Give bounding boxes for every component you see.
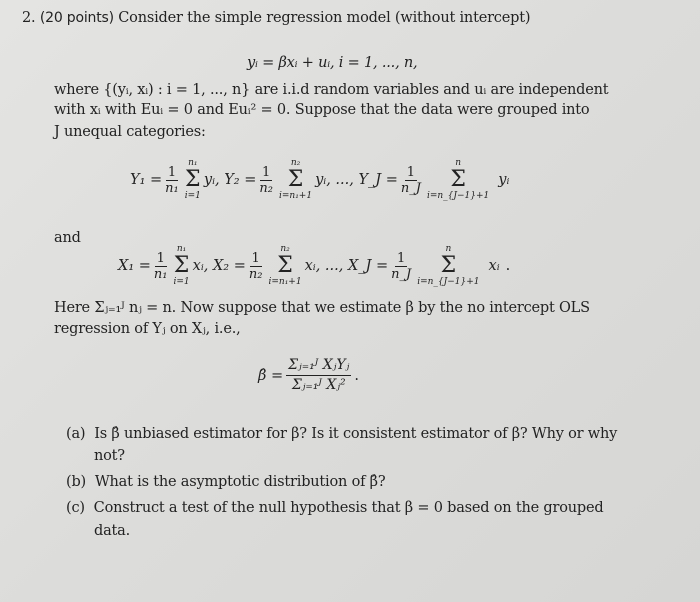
sum-lower: i=1 <box>173 277 190 287</box>
problem-intro: Consider the simple regression model (without intercept) <box>118 10 531 26</box>
sum-upper: n <box>445 244 452 254</box>
sum-symbol: n₁ Σ i=1 <box>173 244 190 287</box>
group-means-x-equation <box>118 244 510 288</box>
frac-num: 1 <box>262 164 271 180</box>
part-label: (b) <box>66 474 86 490</box>
sum-symbol: n Σ i=n_{J−1}+1 <box>426 158 490 201</box>
beta-hat-equation <box>258 356 359 395</box>
sum-lower: i=n_{J−1}+1 <box>426 191 490 201</box>
sum-upper: n₂ <box>290 158 301 168</box>
part-a <box>66 426 617 442</box>
where-line-3: J unequal categories: <box>54 124 206 140</box>
period: . <box>505 258 511 274</box>
sum-term: yᵢ <box>203 172 216 188</box>
sum-symbol: n₁ Σ i=1 <box>184 158 201 201</box>
frac-den: n₁ <box>153 266 168 282</box>
sum-lower: i=n_{J−1}+1 <box>417 277 480 287</box>
sum-upper: n₁ <box>176 244 187 254</box>
beta-numerator: Σⱼ₌₁ᴶ XⱼYⱼ <box>286 356 351 376</box>
problem-points: (20 points) <box>39 10 114 26</box>
frac-num: 1 <box>156 250 165 266</box>
sum-upper: n₁ <box>188 158 198 168</box>
part-text: Is β̂ unbiased estimator for β? Is it consistent estimator of β? Why or why <box>94 426 618 442</box>
xj-label: , ..., X_J = <box>315 258 389 274</box>
problem-heading <box>22 10 530 26</box>
part-c <box>66 500 603 516</box>
part-text: Construct a test of the null hypothesis that β = 0 based on the grouped <box>93 500 604 516</box>
sum-lower: i=1 <box>184 191 201 201</box>
group-means-y-equation <box>130 158 509 202</box>
period: . <box>354 367 359 384</box>
frac-den: n₂ <box>248 266 263 282</box>
frac-num: 1 <box>406 164 416 180</box>
sum-symbol: n Σ i=n_{J−1}+1 <box>417 244 480 287</box>
frac-den: n_J <box>391 266 412 282</box>
y1-label: Y₁ = <box>130 172 163 188</box>
beta-denominator: Σⱼ₌₁ᴶ Xⱼ² <box>291 377 346 393</box>
part-label: (c) <box>66 500 85 516</box>
sum-symbol: n₂ Σ i=n₁+1 <box>268 244 302 287</box>
sum-term: xᵢ <box>192 258 204 274</box>
x1-label: X₁ = <box>118 258 151 274</box>
part-b <box>66 474 385 490</box>
sum-symbol: n₂ Σ i=n₁+1 <box>278 158 313 201</box>
frac-num: 1 <box>167 164 177 180</box>
where-line-1: where {(yᵢ, xᵢ) : i = 1, ..., n} are i.i.d random variables and uᵢ are independent <box>54 82 609 98</box>
frac-den: n_J <box>400 180 421 196</box>
problem-number: 2. <box>22 10 36 26</box>
y2-label: , Y₂ = <box>215 172 257 188</box>
frac-num: 1 <box>251 250 260 266</box>
model-equation: yᵢ = βxᵢ + uᵢ, i = 1, ..., n, <box>247 55 418 71</box>
beta-hat-label: β̂ = <box>258 367 284 384</box>
sum-term: yᵢ <box>315 172 327 188</box>
part-label: (a) <box>66 426 86 442</box>
x2-label: , X₂ = <box>203 258 246 274</box>
frac-den: n₁ <box>165 180 179 196</box>
here-line-2: regression of Yⱼ on Xⱼ, i.e., <box>54 321 241 337</box>
and-text: and <box>54 230 81 246</box>
part-a-cont: not? <box>94 448 125 464</box>
part-c-cont: data. <box>94 523 131 539</box>
sum-term: xᵢ <box>488 258 500 274</box>
sum-upper: n <box>455 158 461 168</box>
sum-upper: n₂ <box>280 244 290 254</box>
sum-term: yᵢ <box>498 172 510 188</box>
sum-lower: i=n₁+1 <box>268 277 302 287</box>
frac-den: n₂ <box>259 180 273 196</box>
sum-lower: i=n₁+1 <box>278 191 313 201</box>
sum-term: xᵢ <box>304 258 316 274</box>
part-text: What is the asymptotic distribution of β̂? <box>94 474 386 490</box>
frac-num: 1 <box>397 250 406 266</box>
here-line-1: Here Σⱼ₌₁ᴶ nⱼ = n. Now suppose that we estimate β by the no intercept OLS <box>54 300 590 316</box>
yj-label: , ..., Y_J = <box>326 172 398 188</box>
where-line-2: with xᵢ with Euᵢ = 0 and Euᵢ² = 0. Suppose that the data were grouped into <box>54 102 590 118</box>
